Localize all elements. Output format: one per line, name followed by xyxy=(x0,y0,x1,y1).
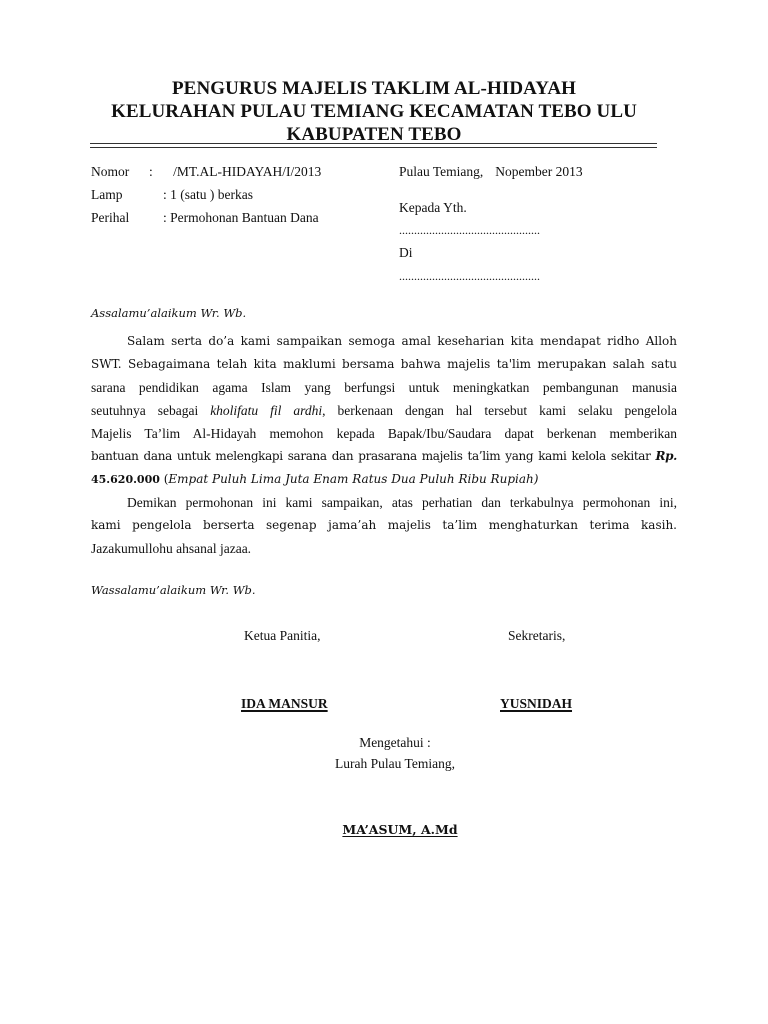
text-line xyxy=(91,445,677,468)
letter-body xyxy=(91,304,677,560)
letterhead-double-rule xyxy=(90,143,657,148)
letterhead-regency: KABUPATEN TEBO xyxy=(286,124,462,145)
signature-title-chair: Ketua Panitia, xyxy=(244,628,321,643)
di-blank: ............................................... xyxy=(399,269,540,283)
amount-number: 45.620.000 xyxy=(91,473,160,486)
closing-salutation: Wassalamu’alaikum Wr. Wb. xyxy=(91,583,256,597)
meta-value: : Permohonan Bantuan Dana xyxy=(163,210,319,225)
place: Pulau Temiang, xyxy=(399,164,484,179)
meta-label: Nomor xyxy=(91,164,130,179)
ack-title: Lurah Pulau Temiang, xyxy=(335,756,455,771)
text-span: bantuan dana untuk melengkapi sarana dan prasarana majelis ta’lim yang kami kelola sekitar xyxy=(91,449,656,463)
text-line: Demikan permohonan ini kami sampaikan, atas perhatian dan terkabulnya permohonan ini, xyxy=(127,495,677,510)
signature-name-chair: IDA MANSUR xyxy=(241,696,328,711)
letterhead-location: KELURAHAN PULAU TEMIANG KECAMATAN TEBO ULU xyxy=(111,101,637,122)
text-line: SWT. Sebagaimana telah kita maklumi bersama bahwa majelis ta'lim merupakan salah satu xyxy=(91,357,677,371)
letterhead xyxy=(90,77,658,146)
text-line: Salam serta do’a kami sampaikan semoga amal keseharian kita mendapat ridho Alloh xyxy=(127,334,677,348)
to-label: Kepada Yth. xyxy=(399,200,467,215)
date: Nopember 2013 xyxy=(495,164,583,179)
text-span: seutuhnya sebagai xyxy=(91,403,211,418)
currency-label: Rp. xyxy=(655,449,677,463)
meta-lamp xyxy=(91,183,321,206)
amount-line xyxy=(91,468,677,491)
text-span: ( xyxy=(159,472,169,486)
di-label: Di xyxy=(399,245,413,260)
meta-value: : 1 (satu ) berkas xyxy=(163,187,253,202)
meta-colon xyxy=(149,183,163,206)
meta-label: Lamp xyxy=(91,187,123,202)
text-line: kami pengelola berserta segenap jama’ah majelis ta’lim menghaturkan terima kasih. xyxy=(91,518,677,532)
meta-nomor xyxy=(91,160,321,183)
place-date xyxy=(399,160,583,183)
signature-title-secretary: Sekretaris, xyxy=(508,628,566,643)
greeting: Assalamu’alaikum Wr. Wb. xyxy=(91,306,247,320)
recipient-block xyxy=(399,160,583,287)
paragraph-closing xyxy=(91,491,677,560)
paragraph-request xyxy=(91,330,677,491)
italic-term: kholifatu fil ardhi xyxy=(210,403,323,418)
letter-meta xyxy=(91,160,321,229)
acknowledgement-block xyxy=(270,732,520,774)
ack-label: Mengetahui : xyxy=(359,735,431,750)
to-blank: ............................................... xyxy=(399,223,540,237)
amount-words: Empat Puluh Lima Juta Enam Ratus Dua Puluh Ribu Rupiah) xyxy=(168,472,539,486)
meta-perihal xyxy=(91,206,321,229)
text-line: Majelis Ta’lim Al-Hidayah memohon kepada Bapak/Ibu/Saudara dapat berkenan memberikan xyxy=(91,426,677,441)
text-line xyxy=(91,399,677,422)
letterhead-org: PENGURUS MAJELIS TAKLIM AL-HIDAYAH xyxy=(171,78,577,99)
text-line: sarana pendidikan agama Islam yang berfungsi untuk meningkatkan pembangunan manusia xyxy=(91,380,677,395)
ack-signatory-name: MA’ASUM, A.Md xyxy=(342,822,458,837)
meta-colon xyxy=(149,206,163,229)
text-span: , berkenaan dengan hal tersebut kami selaku pengelola xyxy=(322,403,678,418)
meta-label: Perihal xyxy=(91,210,130,225)
signature-name-secretary: YUSNIDAH xyxy=(500,696,573,711)
meta-colon: : xyxy=(149,164,153,179)
meta-value: /MT.AL-HIDAYAH/I/2013 xyxy=(163,164,322,179)
text-line: Jazakumullohu ahsanal jazaa. xyxy=(91,541,252,556)
